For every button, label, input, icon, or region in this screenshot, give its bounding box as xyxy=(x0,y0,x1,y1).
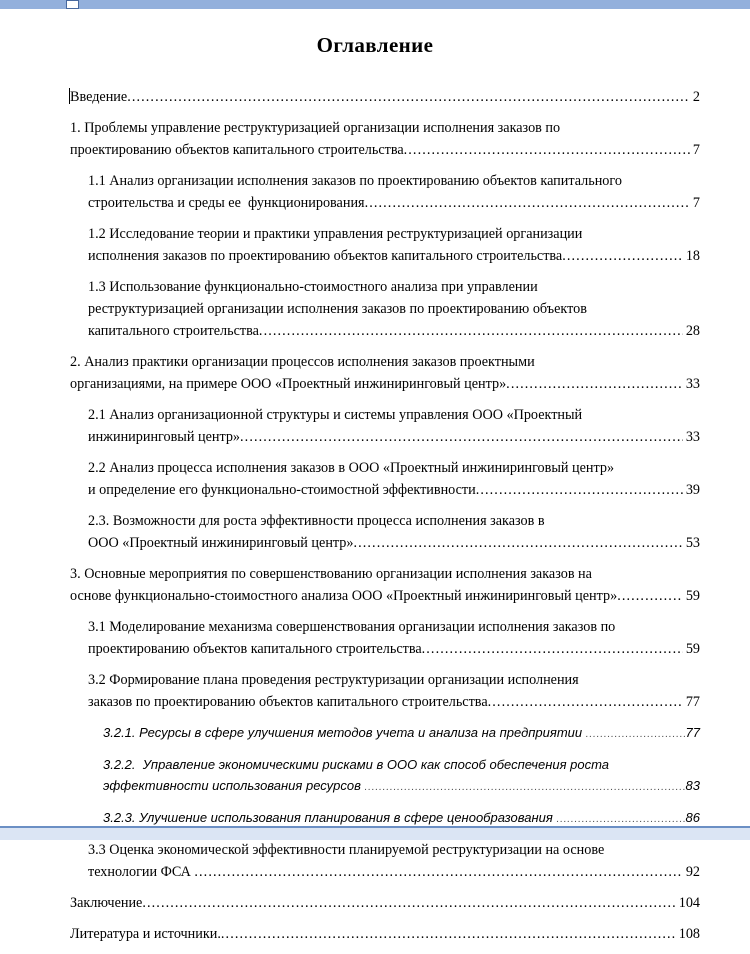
toc-page-number: 18 xyxy=(685,248,700,264)
toc-entry-text: 3.1 Моделирование механизма совершенствования организации исполнения заказов по xyxy=(88,619,616,635)
toc-entry[interactable] xyxy=(0,276,750,342)
toc-entry-line xyxy=(88,861,700,883)
toc-page-number: 59 xyxy=(685,588,700,604)
toc-page-number: 92 xyxy=(685,864,700,880)
toc-entry-text: 2.2 Анализ процесса исполнения заказов в ООО «Проектный инжиниринговый центр» xyxy=(88,460,615,476)
toc-entry-line xyxy=(88,839,700,861)
toc-entry-text: основе функционально-стоимостного анализа ООО «Проектный инжиниринговый центр» xyxy=(70,588,618,604)
toc-entry-line xyxy=(88,479,700,501)
toc-entry-text: 1.3 Использование функционально-стоимостного анализа при управлении xyxy=(88,279,538,295)
toc-entry[interactable] xyxy=(0,754,750,798)
toc-entry-line xyxy=(70,923,700,945)
toc-page-number: 39 xyxy=(685,482,700,498)
toc-entry[interactable] xyxy=(0,923,750,945)
toc-entry-line xyxy=(88,426,700,448)
toc-leader-dots xyxy=(488,691,683,713)
toc-page-number: 53 xyxy=(685,535,700,551)
toc-entry-line xyxy=(88,192,700,214)
toc-entry-text: проектированию объектов капитального строительства xyxy=(88,641,422,657)
toc-entry-line xyxy=(88,457,700,479)
toc-entry-text: реструктуризацией организации исполнения заказов по проектированию объектов xyxy=(88,301,587,317)
table-of-contents xyxy=(0,86,750,954)
toc-entry-text: капитального строительства xyxy=(88,323,259,339)
toc-leader-dots xyxy=(365,775,686,798)
toc-entry-text: 3.2.3. Улучшение использования планирования в сфере ценообразования xyxy=(103,810,557,825)
toc-entry-text: 3. Основные мероприятия по совершенствованию организации исполнения заказов на xyxy=(70,566,592,582)
toc-entry-text: эффективности использования ресурсов xyxy=(103,778,365,793)
toc-entry-line xyxy=(88,510,700,532)
toc-entry[interactable] xyxy=(0,510,750,554)
toc-entry-text: Литература и источники. xyxy=(70,926,221,942)
toc-leader-dots xyxy=(259,320,683,342)
toc-entry-line xyxy=(88,298,700,320)
toc-leader-dots xyxy=(194,861,682,883)
toc-leader-dots xyxy=(586,722,686,745)
toc-entry-text: ООО «Проектный инжиниринговый центр» xyxy=(88,535,354,551)
toc-entry-line xyxy=(70,351,700,373)
toc-page-number: 86 xyxy=(685,810,700,825)
toc-entry-text: и определение его функционально-стоимостной эффективности xyxy=(88,482,476,498)
toc-entry-text: строительства и среды ее функционирования xyxy=(88,195,365,211)
toc-entry-line xyxy=(70,373,700,395)
toc-entry[interactable] xyxy=(0,563,750,607)
toc-leader-dots xyxy=(365,192,690,214)
toc-entry-line xyxy=(88,532,700,554)
toc-entry[interactable] xyxy=(0,404,750,448)
toc-entry-text: Введение xyxy=(70,89,128,105)
toc-entry-text: 1. Проблемы управление реструктуризацией организации исполнения заказов по xyxy=(70,120,561,136)
toc-entry-line xyxy=(103,775,700,798)
toc-entry-line xyxy=(70,86,700,108)
toc-entry-text: 1.1 Анализ организации исполнения заказов по проектированию объектов капитального xyxy=(88,173,622,189)
toc-page-number: 7 xyxy=(692,195,700,211)
toc-entry-text: проектированию объектов капитального строительства xyxy=(70,142,404,158)
toc-entry-text: исполнения заказов по проектированию объектов капитального строительства xyxy=(88,248,563,264)
toc-entry-line xyxy=(70,585,700,607)
left-indent-marker-icon[interactable] xyxy=(66,0,79,9)
toc-page-number: 108 xyxy=(678,926,700,942)
toc-entry[interactable] xyxy=(0,722,750,745)
toc-entry-line xyxy=(88,170,700,192)
horizontal-scrollbar[interactable] xyxy=(0,828,750,840)
toc-entry-line xyxy=(88,223,700,245)
toc-page-number: 33 xyxy=(685,376,700,392)
toc-entry-line xyxy=(88,276,700,298)
toc-page-number: 77 xyxy=(685,725,700,740)
toc-page-number: 2 xyxy=(692,89,700,105)
toc-entry-text: 3.2 Формирование плана проведения реструктуризации организации исполнения xyxy=(88,672,579,688)
page-title: Оглавление xyxy=(316,33,434,57)
toc-entry-text: 2.3. Возможности для роста эффективности процесса исполнения заказов в xyxy=(88,513,545,529)
toc-page-number: 104 xyxy=(678,895,700,911)
toc-entry[interactable] xyxy=(0,669,750,713)
toc-entry-text: 3.3 Оценка экономической эффективности планируемой реструктуризации на основе xyxy=(88,842,605,858)
toc-entry-text: 1.2 Исследование теории и практики управления реструктуризацией организации xyxy=(88,226,583,242)
toc-entry[interactable] xyxy=(0,170,750,214)
toc-entry-text: 2.1 Анализ организационной структуры и системы управления ООО «Проектный xyxy=(88,407,583,423)
toc-entry-line xyxy=(88,320,700,342)
toc-page-number: 28 xyxy=(685,323,700,339)
toc-leader-dots xyxy=(506,373,683,395)
toc-entry-line xyxy=(70,139,700,161)
toc-entry-text: 3.2.2. Управление экономическими рисками в ООО как способ обеспечения роста xyxy=(103,757,610,772)
toc-entry-line xyxy=(88,404,700,426)
toc-page-number: 7 xyxy=(692,142,700,158)
toc-entry-line xyxy=(103,722,700,745)
toc-entry-text: организациями, на примере ООО «Проектный инжиниринговый центр» xyxy=(70,376,507,392)
toc-entry[interactable] xyxy=(0,86,750,108)
toc-page-number: 77 xyxy=(685,694,700,710)
toc-leader-dots xyxy=(127,86,690,108)
toc-entry[interactable] xyxy=(0,839,750,883)
toc-page-number: 83 xyxy=(685,778,700,793)
toc-entry-line xyxy=(88,638,700,660)
toc-leader-dots xyxy=(422,638,683,660)
toc-entry[interactable] xyxy=(0,117,750,161)
toc-leader-dots xyxy=(353,532,682,554)
toc-entry[interactable] xyxy=(0,616,750,660)
toc-entry-line xyxy=(88,691,700,713)
toc-entry[interactable] xyxy=(0,457,750,501)
toc-leader-dots xyxy=(240,426,683,448)
toc-entry[interactable] xyxy=(0,351,750,395)
toc-entry-text: 3.2.1. Ресурсы в сфере улучшения методов учета и анализа на предприятии xyxy=(103,725,586,740)
document-page xyxy=(0,9,750,942)
toc-leader-dots xyxy=(404,139,690,161)
toc-entry-text: инжиниринговый центр» xyxy=(88,429,241,445)
text-caret xyxy=(69,88,70,104)
toc-entry-line xyxy=(70,892,700,914)
toc-entry-line xyxy=(88,245,700,267)
toc-entry[interactable] xyxy=(0,223,750,267)
toc-entry-text: заказов по проектированию объектов капитального строительства xyxy=(88,694,488,710)
toc-entry-text: 2. Анализ практики организации процессов исполнения заказов проектными xyxy=(70,354,535,370)
toc-entry-text: Заключение xyxy=(70,895,143,911)
toc-leader-dots xyxy=(562,245,683,267)
toc-entry-line xyxy=(70,117,700,139)
toc-entry[interactable] xyxy=(0,892,750,914)
toc-leader-dots xyxy=(476,479,683,501)
toc-entry-text: технологии ФСА xyxy=(88,864,195,880)
toc-entry-line xyxy=(88,616,700,638)
toc-page-number: 33 xyxy=(685,429,700,445)
toc-leader-dots xyxy=(142,892,675,914)
toc-leader-dots xyxy=(221,923,676,945)
toc-entry-line xyxy=(88,669,700,691)
toc-entry-line xyxy=(70,563,700,585)
toc-entry-line xyxy=(103,754,700,775)
word-ruler[interactable] xyxy=(0,0,750,9)
toc-page-number: 59 xyxy=(685,641,700,657)
toc-leader-dots xyxy=(617,585,683,607)
